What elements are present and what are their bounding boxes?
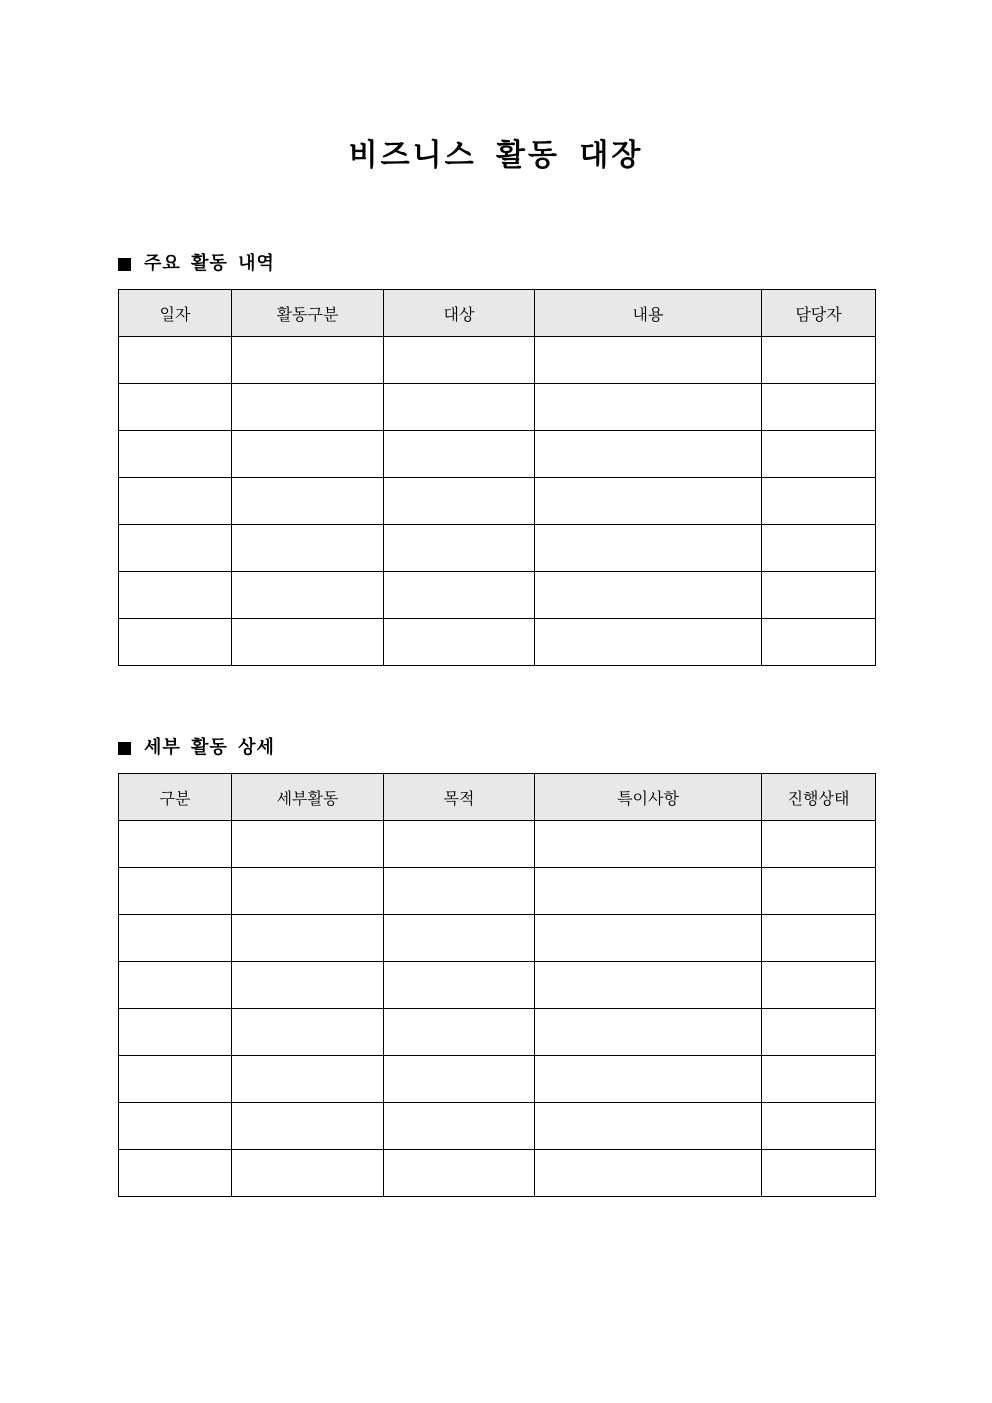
- table-cell[interactable]: [535, 572, 762, 619]
- table-cell[interactable]: [384, 915, 535, 962]
- table-cell[interactable]: [119, 478, 232, 525]
- table-cell[interactable]: [232, 962, 384, 1009]
- table-row: [119, 821, 876, 868]
- table-cell[interactable]: [232, 337, 384, 384]
- table-cell[interactable]: [232, 821, 384, 868]
- main-activities-table: [118, 289, 876, 666]
- table-row: [119, 478, 876, 525]
- table-cell[interactable]: [232, 1150, 384, 1197]
- table-cell[interactable]: [762, 525, 876, 572]
- column-header-target: 대상: [384, 290, 535, 337]
- square-bullet-icon: [118, 742, 131, 755]
- table-cell[interactable]: [232, 478, 384, 525]
- table-cell[interactable]: [762, 1009, 876, 1056]
- table-row: [119, 572, 876, 619]
- table-row: [119, 384, 876, 431]
- table-cell[interactable]: [535, 962, 762, 1009]
- table-cell[interactable]: [535, 915, 762, 962]
- table-cell[interactable]: [384, 1103, 535, 1150]
- table-row: [119, 962, 876, 1009]
- table-cell[interactable]: [762, 1150, 876, 1197]
- table-cell[interactable]: [762, 337, 876, 384]
- table-cell[interactable]: [384, 525, 535, 572]
- table-cell[interactable]: [384, 1056, 535, 1103]
- table-cell[interactable]: [762, 868, 876, 915]
- table-cell[interactable]: [232, 1009, 384, 1056]
- table-row: [119, 619, 876, 666]
- table-cell[interactable]: [119, 431, 232, 478]
- column-header-content: 내용: [535, 290, 762, 337]
- table-cell[interactable]: [535, 431, 762, 478]
- table-cell[interactable]: [762, 384, 876, 431]
- table-cell[interactable]: [384, 868, 535, 915]
- page-title: 비즈니스 활동 대장: [348, 138, 644, 173]
- table-header-row: [119, 290, 876, 337]
- table-cell[interactable]: [119, 384, 232, 431]
- table-cell[interactable]: [535, 619, 762, 666]
- table-row: [119, 431, 876, 478]
- table-row: [119, 1009, 876, 1056]
- table-cell[interactable]: [119, 1150, 232, 1197]
- table-cell[interactable]: [762, 619, 876, 666]
- table-row: [119, 1150, 876, 1197]
- square-bullet-icon: [118, 258, 131, 271]
- column-header-detail-activity: 세부활동: [232, 774, 384, 821]
- table-row: [119, 1056, 876, 1103]
- table-cell[interactable]: [384, 962, 535, 1009]
- table-cell[interactable]: [535, 337, 762, 384]
- table-cell[interactable]: [232, 619, 384, 666]
- table-cell[interactable]: [535, 1103, 762, 1150]
- table-cell[interactable]: [119, 915, 232, 962]
- table-cell[interactable]: [232, 915, 384, 962]
- table-cell[interactable]: [535, 525, 762, 572]
- table-cell[interactable]: [119, 868, 232, 915]
- table-cell[interactable]: [119, 1103, 232, 1150]
- table-row: [119, 915, 876, 962]
- section-heading-main-activities: [118, 252, 275, 276]
- table-cell[interactable]: [384, 1009, 535, 1056]
- column-header-category: 구분: [119, 774, 232, 821]
- table-cell[interactable]: [232, 572, 384, 619]
- table-cell[interactable]: [232, 431, 384, 478]
- table-cell[interactable]: [762, 821, 876, 868]
- table-cell[interactable]: [384, 384, 535, 431]
- table-cell[interactable]: [119, 619, 232, 666]
- table-cell[interactable]: [535, 384, 762, 431]
- table-header-row: [119, 774, 876, 821]
- table-cell[interactable]: [762, 572, 876, 619]
- section-heading-label: 세부 활동 상세: [144, 737, 275, 758]
- table-cell[interactable]: [119, 572, 232, 619]
- table-cell[interactable]: [232, 384, 384, 431]
- table-cell[interactable]: [535, 1056, 762, 1103]
- table-cell[interactable]: [535, 868, 762, 915]
- section-heading-detail-activities: [118, 736, 275, 760]
- column-header-activity-type: 활동구분: [232, 290, 384, 337]
- table-cell[interactable]: [762, 1056, 876, 1103]
- table-cell[interactable]: [384, 619, 535, 666]
- table-cell[interactable]: [762, 915, 876, 962]
- section-heading-label: 주요 활동 내역: [144, 253, 275, 274]
- table-row: [119, 337, 876, 384]
- table-cell[interactable]: [232, 1103, 384, 1150]
- table-cell[interactable]: [384, 431, 535, 478]
- table-cell[interactable]: [762, 962, 876, 1009]
- table-row: [119, 868, 876, 915]
- table-row: [119, 525, 876, 572]
- table-cell[interactable]: [762, 1103, 876, 1150]
- table-cell[interactable]: [119, 1009, 232, 1056]
- table-cell[interactable]: [535, 478, 762, 525]
- column-header-purpose: 목적: [384, 774, 535, 821]
- table-row: [119, 1103, 876, 1150]
- table-cell[interactable]: [119, 337, 232, 384]
- table-cell[interactable]: [384, 478, 535, 525]
- table-cell[interactable]: [119, 525, 232, 572]
- table-cell[interactable]: [232, 868, 384, 915]
- table-cell[interactable]: [384, 821, 535, 868]
- table-cell[interactable]: [119, 1056, 232, 1103]
- table-cell[interactable]: [762, 431, 876, 478]
- column-header-status: 진행상태: [762, 774, 876, 821]
- table-cell[interactable]: [384, 337, 535, 384]
- table-cell[interactable]: [119, 821, 232, 868]
- table-cell[interactable]: [384, 1150, 535, 1197]
- table-cell[interactable]: [535, 1150, 762, 1197]
- table-cell[interactable]: [232, 1056, 384, 1103]
- table-cell[interactable]: [535, 1009, 762, 1056]
- column-header-remarks: 특이사항: [535, 774, 762, 821]
- column-header-manager: 담당자: [762, 290, 876, 337]
- table-cell[interactable]: [762, 478, 876, 525]
- detail-activities-table: [118, 773, 876, 1197]
- table-cell[interactable]: [535, 821, 762, 868]
- table-cell[interactable]: [384, 572, 535, 619]
- column-header-date: 일자: [119, 290, 232, 337]
- table-cell[interactable]: [119, 962, 232, 1009]
- table-cell[interactable]: [232, 525, 384, 572]
